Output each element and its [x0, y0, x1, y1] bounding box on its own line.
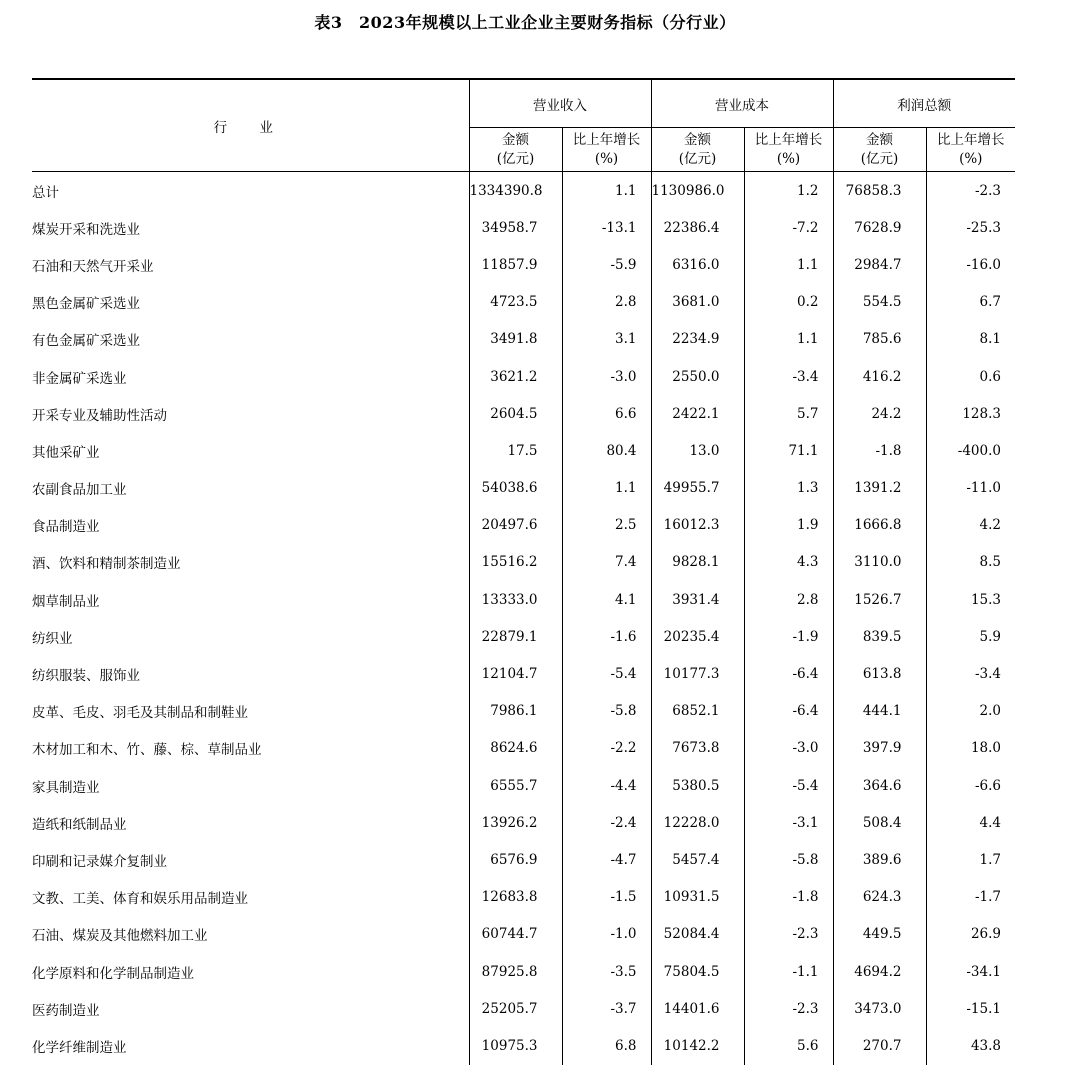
industry-name: 有色金属矿采选业 — [32, 333, 140, 350]
revenue-amount-cell: 3621.2 — [469, 358, 562, 395]
profit-growth-cell: -400.0 — [926, 432, 1015, 469]
industry-name: 非金属矿采选业 — [32, 370, 127, 387]
revenue-growth-cell: 2.5 — [562, 507, 651, 544]
cost-amount-cell: 2550.0 — [651, 358, 744, 395]
cost-amount-cell: 49955.7 — [651, 470, 744, 507]
table-row — [32, 172, 1015, 210]
cost-amount-cell: 22386.4 — [651, 209, 744, 246]
table-row — [32, 693, 1015, 730]
revenue-growth-cell: 1.1 — [562, 172, 651, 210]
industry-name: 造纸和纸制品业 — [32, 816, 127, 833]
revenue-growth-cell: 1.1 — [562, 470, 651, 507]
revenue-growth-cell: -4.7 — [562, 841, 651, 878]
profit-growth-cell: 4.2 — [926, 507, 1015, 544]
profit-amount-cell: 7628.9 — [833, 209, 926, 246]
industry-name: 石油、煤炭及其他燃料加工业 — [32, 928, 208, 945]
profit-amount-header: 金额 (亿元) — [833, 128, 926, 172]
profit-growth-cell: -16.0 — [926, 246, 1015, 283]
cost-growth-cell: -2.3 — [744, 916, 833, 953]
profit-growth-cell: 6.7 — [926, 284, 1015, 321]
industry-name: 其他采矿业 — [32, 444, 100, 461]
cost-growth-cell: -7.2 — [744, 209, 833, 246]
cost-header: 营业成本 — [651, 79, 833, 128]
profit-amount-cell: 76858.3 — [833, 172, 926, 210]
cost-amount-cell: 5457.4 — [651, 841, 744, 878]
profit-growth-cell: 8.1 — [926, 321, 1015, 358]
profit-growth-cell: -15.1 — [926, 990, 1015, 1027]
cost-growth-cell: -1.9 — [744, 618, 833, 655]
cost-growth-cell: 1.2 — [744, 172, 833, 210]
table-row — [32, 470, 1015, 507]
cost-growth-cell: -2.3 — [744, 990, 833, 1027]
table-row — [32, 395, 1015, 432]
industry-name: 纺织服装、服饰业 — [32, 668, 140, 685]
cost-growth-cell: -3.4 — [744, 358, 833, 395]
revenue-growth-cell: 6.8 — [562, 1027, 651, 1064]
revenue-amount-cell: 6555.7 — [469, 767, 562, 804]
profit-growth-cell: 15.3 — [926, 581, 1015, 618]
profit-growth-cell: -11.0 — [926, 470, 1015, 507]
cost-amount-cell: 6852.1 — [651, 693, 744, 730]
revenue-amount-cell: 17.5 — [469, 432, 562, 469]
revenue-growth-cell: -3.7 — [562, 990, 651, 1027]
cost-amount-cell: 52084.4 — [651, 916, 744, 953]
revenue-growth-cell: -1.0 — [562, 916, 651, 953]
cost-amount-cell: 6316.0 — [651, 246, 744, 283]
industry-header: 行 业 — [32, 79, 469, 172]
profit-growth-cell: 8.5 — [926, 544, 1015, 581]
industry-name: 木材加工和木、竹、藤、棕、草制品业 — [32, 742, 262, 759]
profit-amount-cell: 3110.0 — [833, 544, 926, 581]
revenue-growth-cell: -4.4 — [562, 767, 651, 804]
industry-name: 总计 — [32, 184, 59, 201]
cost-amount-cell: 3681.0 — [651, 284, 744, 321]
table-row — [32, 321, 1015, 358]
industry-name: 家具制造业 — [32, 779, 100, 796]
revenue-amount-cell: 25205.7 — [469, 990, 562, 1027]
profit-growth-cell: 4.4 — [926, 804, 1015, 841]
cost-amount-cell: 2234.9 — [651, 321, 744, 358]
profit-amount-cell: -1.8 — [833, 432, 926, 469]
industry-name: 纺织业 — [32, 630, 73, 647]
profit-header: 利润总额 — [833, 79, 1015, 128]
table-row — [32, 990, 1015, 1027]
profit-amount-cell: 24.2 — [833, 395, 926, 432]
table-row — [32, 804, 1015, 841]
table-row — [32, 544, 1015, 581]
profit-growth-cell: -3.4 — [926, 655, 1015, 692]
cost-amount-cell: 12228.0 — [651, 804, 744, 841]
table-row — [32, 246, 1015, 283]
cost-growth-cell: -5.8 — [744, 841, 833, 878]
cost-growth-cell: 5.7 — [744, 395, 833, 432]
profit-growth-cell: -25.3 — [926, 209, 1015, 246]
cost-growth-cell: 0.2 — [744, 284, 833, 321]
table-row — [32, 1027, 1015, 1064]
revenue-growth-cell: -5.4 — [562, 655, 651, 692]
revenue-amount-cell: 54038.6 — [469, 470, 562, 507]
revenue-growth-cell: 7.4 — [562, 544, 651, 581]
profit-growth-cell: 43.8 — [926, 1027, 1015, 1064]
financial-indicators-table — [32, 78, 1015, 1065]
cost-amount-cell: 5380.5 — [651, 767, 744, 804]
industry-name: 农副食品加工业 — [32, 482, 127, 499]
cost-amount-cell: 13.0 — [651, 432, 744, 469]
table-row — [32, 209, 1015, 246]
table-row — [32, 730, 1015, 767]
industry-name: 食品制造业 — [32, 519, 100, 536]
revenue-amount-cell: 22879.1 — [469, 618, 562, 655]
cost-amount-cell: 16012.3 — [651, 507, 744, 544]
cost-amount-cell: 14401.6 — [651, 990, 744, 1027]
revenue-amount-cell: 1334390.8 — [469, 172, 562, 210]
cost-growth-cell: 4.3 — [744, 544, 833, 581]
industry-name: 酒、饮料和精制茶制造业 — [32, 556, 181, 573]
revenue-amount-cell: 2604.5 — [469, 395, 562, 432]
profit-amount-cell: 364.6 — [833, 767, 926, 804]
cost-amount-cell: 3931.4 — [651, 581, 744, 618]
revenue-amount-cell: 3491.8 — [469, 321, 562, 358]
cost-growth-cell: 1.1 — [744, 246, 833, 283]
profit-amount-cell: 3473.0 — [833, 990, 926, 1027]
revenue-amount-cell: 13333.0 — [469, 581, 562, 618]
revenue-growth-cell: -2.2 — [562, 730, 651, 767]
industry-name: 化学纤维制造业 — [32, 1039, 127, 1056]
profit-growth-cell: -6.6 — [926, 767, 1015, 804]
cost-amount-cell: 2422.1 — [651, 395, 744, 432]
cost-amount-cell: 1130986.0 — [651, 172, 744, 210]
profit-amount-cell: 1391.2 — [833, 470, 926, 507]
table-row — [32, 284, 1015, 321]
profit-growth-cell: 26.9 — [926, 916, 1015, 953]
industry-name: 印刷和记录媒介复制业 — [32, 853, 167, 870]
table-row — [32, 655, 1015, 692]
revenue-amount-cell: 12104.7 — [469, 655, 562, 692]
revenue-growth-cell: -3.5 — [562, 953, 651, 990]
revenue-growth-cell: -1.6 — [562, 618, 651, 655]
profit-amount-cell: 613.8 — [833, 655, 926, 692]
profit-amount-cell: 508.4 — [833, 804, 926, 841]
cost-amount-cell: 9828.1 — [651, 544, 744, 581]
profit-amount-cell: 389.6 — [833, 841, 926, 878]
profit-growth-cell: -2.3 — [926, 172, 1015, 210]
profit-amount-cell: 2984.7 — [833, 246, 926, 283]
revenue-amount-cell: 4723.5 — [469, 284, 562, 321]
revenue-growth-cell: 4.1 — [562, 581, 651, 618]
table-row — [32, 916, 1015, 953]
profit-growth-cell: 2.0 — [926, 693, 1015, 730]
cost-growth-cell: -6.4 — [744, 693, 833, 730]
table-row — [32, 879, 1015, 916]
profit-growth-cell: 5.9 — [926, 618, 1015, 655]
profit-amount-cell: 785.6 — [833, 321, 926, 358]
revenue-amount-cell: 87925.8 — [469, 953, 562, 990]
industry-name: 煤炭开采和洗选业 — [32, 221, 140, 238]
cost-growth-cell: -6.4 — [744, 655, 833, 692]
revenue-growth-cell: 2.8 — [562, 284, 651, 321]
table-body — [32, 172, 1015, 1065]
profit-growth-cell: 0.6 — [926, 358, 1015, 395]
profit-growth-cell: 18.0 — [926, 730, 1015, 767]
profit-growth-header: 比上年增长 (%) — [926, 128, 1015, 172]
profit-growth-cell: -1.7 — [926, 879, 1015, 916]
profit-growth-cell: 1.7 — [926, 841, 1015, 878]
profit-amount-cell: 270.7 — [833, 1027, 926, 1064]
revenue-amount-header: 金额 (亿元) — [469, 128, 562, 172]
profit-amount-cell: 554.5 — [833, 284, 926, 321]
revenue-amount-cell: 15516.2 — [469, 544, 562, 581]
revenue-growth-cell: -2.4 — [562, 804, 651, 841]
revenue-growth-cell: 80.4 — [562, 432, 651, 469]
profit-amount-cell: 624.3 — [833, 879, 926, 916]
revenue-amount-cell: 13926.2 — [469, 804, 562, 841]
industry-name: 化学原料和化学制品制造业 — [32, 965, 194, 982]
cost-growth-cell: -3.1 — [744, 804, 833, 841]
profit-amount-cell: 1666.8 — [833, 507, 926, 544]
revenue-growth-cell: -3.0 — [562, 358, 651, 395]
table-row — [32, 841, 1015, 878]
revenue-amount-cell: 11857.9 — [469, 246, 562, 283]
cost-growth-cell: 1.3 — [744, 470, 833, 507]
industry-name: 石油和天然气开采业 — [32, 258, 154, 275]
cost-growth-cell: 2.8 — [744, 581, 833, 618]
cost-growth-cell: -5.4 — [744, 767, 833, 804]
cost-growth-cell: 5.6 — [744, 1027, 833, 1064]
revenue-growth-cell: -5.9 — [562, 246, 651, 283]
profit-amount-cell: 1526.7 — [833, 581, 926, 618]
revenue-amount-cell: 7986.1 — [469, 693, 562, 730]
cost-amount-cell: 10931.5 — [651, 879, 744, 916]
industry-name: 开采专业及辅助性活动 — [32, 407, 167, 424]
revenue-amount-cell: 20497.6 — [469, 507, 562, 544]
cost-amount-cell: 7673.8 — [651, 730, 744, 767]
table-row — [32, 953, 1015, 990]
revenue-amount-cell: 10975.3 — [469, 1027, 562, 1064]
cost-growth-cell: 1.1 — [744, 321, 833, 358]
profit-growth-cell: -34.1 — [926, 953, 1015, 990]
cost-growth-cell: -1.8 — [744, 879, 833, 916]
table-row — [32, 767, 1015, 804]
revenue-growth-cell: -13.1 — [562, 209, 651, 246]
profit-amount-cell: 839.5 — [833, 618, 926, 655]
revenue-growth-cell: -1.5 — [562, 879, 651, 916]
profit-amount-cell: 416.2 — [833, 358, 926, 395]
cost-growth-header: 比上年增长 (%) — [744, 128, 833, 172]
industry-name: 文教、工美、体育和娱乐用品制造业 — [32, 891, 248, 908]
table-row — [32, 358, 1015, 395]
cost-amount-cell: 20235.4 — [651, 618, 744, 655]
profit-amount-cell: 4694.2 — [833, 953, 926, 990]
revenue-amount-cell: 34958.7 — [469, 209, 562, 246]
cost-amount-cell: 10177.3 — [651, 655, 744, 692]
revenue-amount-cell: 60744.7 — [469, 916, 562, 953]
table-row — [32, 432, 1015, 469]
revenue-amount-cell: 8624.6 — [469, 730, 562, 767]
table-row — [32, 581, 1015, 618]
table-row — [32, 507, 1015, 544]
industry-name: 皮革、毛皮、羽毛及其制品和制鞋业 — [32, 705, 248, 722]
table-title: 表3 2023年规模以上工业企业主要财务指标（分行业） — [314, 13, 736, 32]
cost-growth-cell: 71.1 — [744, 432, 833, 469]
cost-growth-cell: -1.1 — [744, 953, 833, 990]
industry-name: 烟草制品业 — [32, 593, 100, 610]
table-row — [32, 618, 1015, 655]
revenue-growth-header: 比上年增长 (%) — [562, 128, 651, 172]
revenue-growth-cell: 3.1 — [562, 321, 651, 358]
profit-growth-cell: 128.3 — [926, 395, 1015, 432]
revenue-amount-cell: 6576.9 — [469, 841, 562, 878]
cost-amount-header: 金额 (亿元) — [651, 128, 744, 172]
industry-name: 医药制造业 — [32, 1002, 100, 1019]
revenue-growth-cell: -5.8 — [562, 693, 651, 730]
cost-growth-cell: -3.0 — [744, 730, 833, 767]
profit-amount-cell: 449.5 — [833, 916, 926, 953]
cost-amount-cell: 75804.5 — [651, 953, 744, 990]
cost-amount-cell: 10142.2 — [651, 1027, 744, 1064]
revenue-growth-cell: 6.6 — [562, 395, 651, 432]
revenue-amount-cell: 12683.8 — [469, 879, 562, 916]
industry-name: 黑色金属矿采选业 — [32, 296, 140, 313]
profit-amount-cell: 397.9 — [833, 730, 926, 767]
cost-growth-cell: 1.9 — [744, 507, 833, 544]
profit-amount-cell: 444.1 — [833, 693, 926, 730]
revenue-header: 营业收入 — [469, 79, 651, 128]
